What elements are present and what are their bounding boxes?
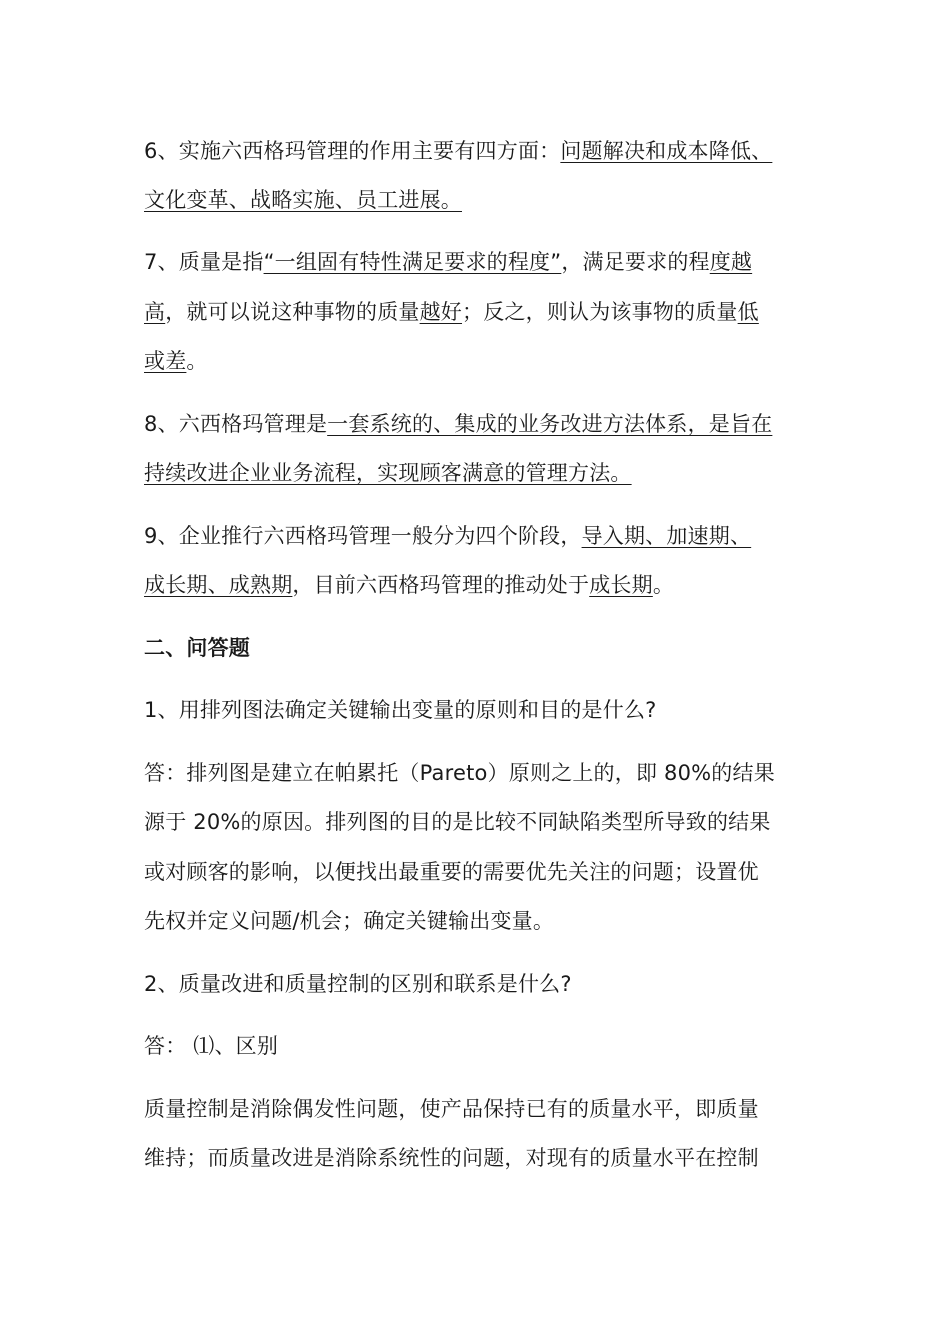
item-8-line-1	[144, 409, 772, 439]
item-8-line-2	[144, 458, 632, 488]
item-6-text: 6、实施六西格玛管理的作用主要有四方面：	[144, 139, 561, 163]
item-9-answer-1: 导入期、加速期、	[581, 524, 752, 548]
answer-2-intro: 答： ⑴、区别	[144, 1034, 279, 1058]
item-7-answer-2-cont: 高	[144, 300, 166, 324]
answer-1-line-2: 源于 20%的原因。排列图的目的是比较不同缺陷类型所导致的结果	[144, 810, 771, 834]
answer-1-line-4: 先权并定义问题/机会；确定关键输出变量。	[144, 909, 555, 933]
item-7-text: 7、质量是指	[144, 250, 264, 274]
item-6-answer: 问题解决和成本降低、	[560, 139, 773, 163]
answer-2-line-1: 质量控制是消除偶发性问题，使产品保持已有的质量水平，即质量	[144, 1097, 759, 1121]
item-9-text-3: 。	[652, 573, 675, 597]
item-7-line-1	[144, 247, 752, 277]
item-7-text-4: ；反之，则认为该事物的质量	[462, 300, 738, 324]
item-7-text-5: 。	[186, 349, 208, 373]
item-7-text-3: ，就可以说这种事物的质量	[165, 300, 420, 324]
item-7-answer-2: 度越	[709, 250, 753, 274]
item-6-answer-cont: 文化变革、战略实施、员工进展。	[144, 188, 462, 212]
item-8-answer: 一套系统的、集成的业务改进方法体系，是旨在	[327, 412, 773, 436]
answer-2-line-2: 维持；而质量改进是消除系统性的问题，对现有的质量水平在控制	[144, 1146, 759, 1170]
question-1: 1、用排列图法确定关键输出变量的原则和目的是什么?	[144, 698, 657, 722]
item-7-answer-1: “一组固有特性满足要求的程度”	[263, 250, 562, 274]
item-7-text-2: ，满足要求的程	[561, 250, 710, 274]
item-9-text-2: ，目前六西格玛管理的推动处于	[292, 573, 590, 597]
item-8-answer-cont: 持续改进企业业务流程，实现顾客满意的管理方法。	[144, 461, 632, 485]
item-9-line-1	[144, 521, 751, 551]
question-2: 2、质量改进和质量控制的区别和联系是什么?	[144, 972, 572, 996]
item-7-line-3	[144, 346, 208, 376]
answer-1-line-3: 或对顾客的影响，以便找出最重要的需要优先关注的问题；设置优	[144, 860, 759, 884]
item-7-answer-4-cont: 或差	[144, 349, 187, 373]
item-7-answer-3: 越好	[419, 300, 463, 324]
section-heading: 二、问答题	[144, 636, 250, 660]
item-8-text: 8、六西格玛管理是	[144, 412, 328, 436]
answer-1-line-1: 答：排列图是建立在帕累托（Pareto）原则之上的，即 80%的结果	[144, 761, 775, 785]
item-9-answer-2: 成长期	[589, 573, 653, 597]
item-6-line-1	[144, 136, 772, 166]
item-9-answer-1-cont: 成长期、成熟期	[144, 573, 293, 597]
item-9-line-2	[144, 570, 674, 600]
item-7-answer-4: 低	[737, 300, 759, 324]
item-6-line-2	[144, 185, 462, 215]
item-9-text: 9、企业推行六西格玛管理一般分为四个阶段，	[144, 524, 582, 548]
item-7-line-2	[144, 297, 759, 327]
